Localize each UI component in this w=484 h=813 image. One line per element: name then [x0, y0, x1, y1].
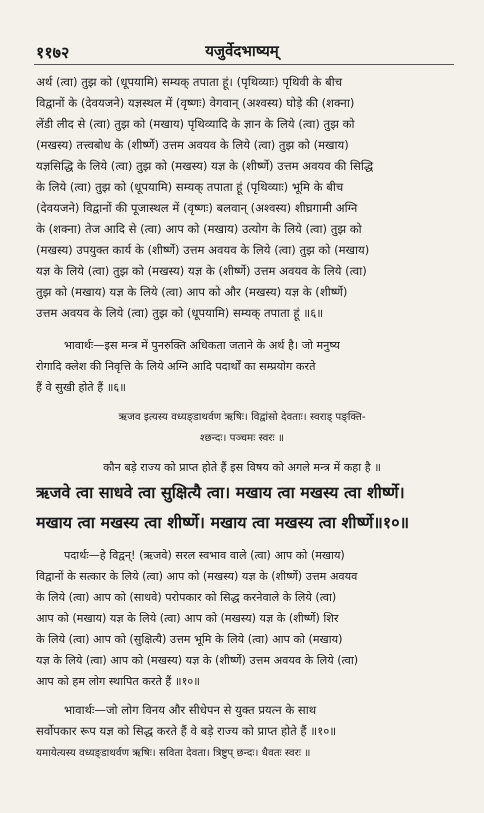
bhavartha2-line: भावार्थः—जो लोग विनय और सीधेपन से युक्त प्रयत्न के साथ [64, 703, 317, 717]
padartha2-line: यज्ञ के लिये (त्वा) आप को (मखस्य) यज्ञ के (शीर्ष्णे) उत्तम अवयव के लिये (त्वा) [36, 654, 359, 667]
padartha1-line: के लिये (त्वा) तुझ को (धूपयामि) सम्यक् तपाता हूं (पृथिव्याः) भूमि के बीच [36, 180, 344, 194]
padartha1-line: विद्वानों के (देवयजने) यज्ञस्थल में (वृष्णः) वेगवान् (अश्वस्य) घोड़े की (शक्ना) [36, 96, 355, 110]
mantra-intro: कौन बड़े राज्य को प्राप्त होते हैं इस विषय को अगले मन्त्र में कहा है ॥ [103, 461, 381, 474]
mantra-line: मखाय त्वा मखस्य त्वा शीर्ष्णे। मखाय त्वा मखस्य त्वा शीर्ष्णे॥१०॥ [36, 513, 410, 532]
padartha2-line: विद्वानों के सत्कार के लिये (त्वा) आप को (मखस्य) यज्ञ के (शीर्ष्णे) उत्तम अवयव [36, 570, 358, 583]
rishi1-line: श्छन्दः। पञ्चमः स्वरः ॥ [199, 432, 285, 444]
padartha1-line: लेंडी लीद से (त्वा) तुझ को (मखाय) पृथिव्यादि के ज्ञान के लिये (त्वा) तुझ को [36, 117, 355, 131]
padartha2-line: के लिये (त्वा) आप को (साधवे) परोपकार को सिद्ध करनेवाले के लिये (त्वा) [36, 591, 337, 604]
mantra-line: ऋजवे त्वा साधवे त्वा सुक्षित्यै त्वा। मखाय त्वा मखस्य त्वा शीर्ष्णे। [36, 483, 405, 502]
padartha1-line: के (शक्ना) तेज आदि से (त्वा) आप को (मखाय) उत्योग के लिये (त्वा) तुझ को [36, 222, 362, 236]
padartha2-line: के लिये (त्वा) आप को (सुक्षित्यै) उत्तम भूमि के लिये (त्वा) आप को (मखाय) [36, 633, 343, 646]
padartha1-line: तुझ को (मखाय) यज्ञ के लिये (त्वा) आप को और (मखस्य) यज्ञ के (शीर्ष्णे) [36, 285, 348, 299]
bhavartha2-line: सर्वोपकार रूप यज्ञ को सिद्ध करते हैं वे बड़े राज्य को प्राप्त होते हैं ॥१०॥ [36, 724, 337, 738]
padartha1-line: अर्थ (त्वा) तुझ को (धूपयामि) सम्यक् तपाता हूं। (पृथिव्याः) पृथिवी के बीच [36, 75, 343, 89]
padartha2-line: पदार्थः—हे विद्वन्! (ऋजवे) सरल स्वभाव वाले (त्वा) आप को (मखाय) [64, 549, 345, 562]
header-rule [34, 64, 454, 65]
padartha2-line: आप को (मखाय) यज्ञ के लिये (त्वा) आप को (मखस्य) यज्ञ के (शीर्ष्णे) शिर [36, 612, 339, 625]
rishi2-line: यमायेत्यस्य वध्यङ्डाथर्वण ऋषिः। सविता देवता। त्रिष्टुप् छन्दः। धैवतः स्वरः ॥ [36, 747, 311, 759]
rishi1-line: ऋजव इत्यस्य वध्यङ्डाथर्वण ऋषिः। विद्वांसो देवताः। स्वराड् पङ्क्ति- [118, 411, 366, 423]
bhavartha1-line: हैं वे सुखी होते हैं ॥६॥ [36, 381, 126, 394]
padartha1-line: (मखस्य) तत्त्वबोध के (शीर्ष्णे) उत्तम अवयव के लिये (त्वा) तुझ को (मखाय) [36, 138, 349, 152]
page-title: यजुर्वेदभाष्यम् [205, 42, 279, 60]
padartha2-line: आप को हम लोग स्थापित करते हैं ॥१०॥ [36, 675, 200, 688]
bhavartha1-line: रोगादि क्लेश की निवृत्ति के लिये अग्नि आदि पदार्थों का सम्प्रयोग करते [36, 360, 316, 373]
bhavartha1-line: भावार्थः—इस मन्त्र में पुनरुक्ति अधिकता जताने के अर्थ है। जो मनुष्य [64, 339, 340, 352]
padartha1-line: (देवयजने) विद्वानों की पूजास्थल में (वृष्णः) बलवान् (अश्वस्य) शीघ्रगामी अग्नि [36, 201, 358, 215]
page-number: ११७२ [36, 43, 70, 62]
padartha1-line: (मखस्य) उपयुक्त कार्य के (शीर्ष्णे) उत्तम अवयव के लिये (त्वा) तुझ को (मखाय) [36, 243, 370, 257]
padartha1-line: उत्तम अवयव के लिये (त्वा) तुझ को (धूपयामि) सम्यक् तपाता हूं ॥६॥ [36, 306, 324, 320]
padartha1-line: यज्ञ के लिये (त्वा) तुझ को (मखस्य) यज्ञ के (शीर्ष्णे) उत्तम अवयव के लिये (त्वा) [36, 264, 367, 278]
page-header [0, 37, 484, 63]
padartha1-line: यज्ञसिद्धि के लिये (त्वा) तुझ को (मखस्य) यज्ञ के (शीर्ष्णे) उत्तम अवयव की सिद्धि [36, 159, 374, 173]
